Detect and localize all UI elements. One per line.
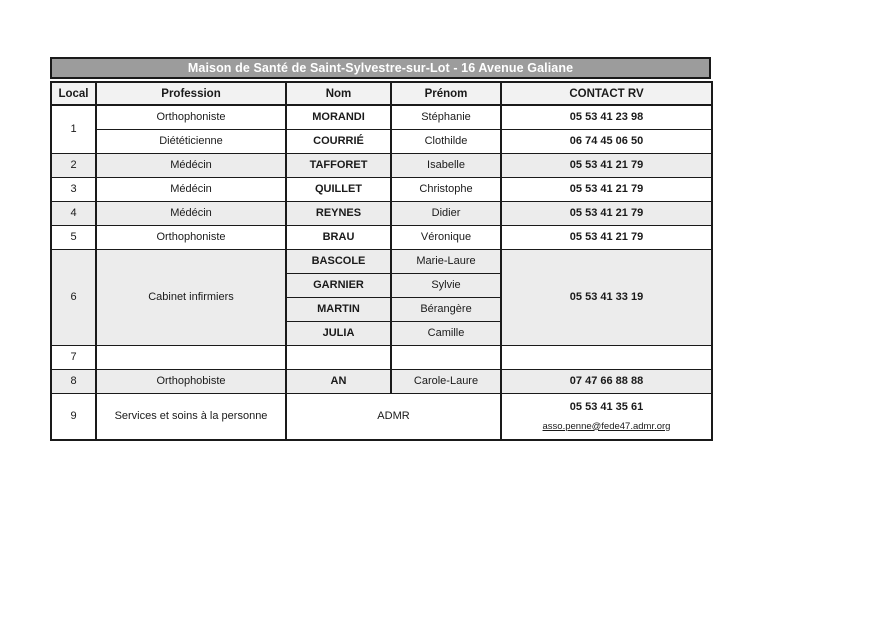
prenom-cell: Sylvie	[391, 273, 501, 297]
contact-cell: 05 53 41 21 79	[501, 177, 712, 201]
contact-cell: 05 53 41 33 19	[501, 249, 712, 345]
prenom-cell: Stéphanie	[391, 105, 501, 129]
local-cell: 3	[51, 177, 96, 201]
nom-cell	[286, 345, 391, 369]
nom-cell: JULIA	[286, 321, 391, 345]
table-row	[51, 105, 712, 129]
contact-cell	[501, 393, 712, 440]
prenom-cell: Marie-Laure	[391, 249, 501, 273]
profession-cell	[96, 345, 286, 369]
contact-cell: 05 53 41 21 79	[501, 201, 712, 225]
prenom-cell: Didier	[391, 201, 501, 225]
nom-cell: REYNES	[286, 201, 391, 225]
header-row	[51, 82, 712, 105]
prenom-cell: Véronique	[391, 225, 501, 249]
nom-cell: BASCOLE	[286, 249, 391, 273]
prenom-cell: Clothilde	[391, 129, 501, 153]
table-row	[51, 393, 712, 440]
profession-cell: Diététicienne	[96, 129, 286, 153]
table-row	[51, 201, 712, 225]
contacts-table	[50, 81, 713, 441]
prenom-cell: Christophe	[391, 177, 501, 201]
column-header-nom: Nom	[286, 82, 391, 105]
prenom-cell: Isabelle	[391, 153, 501, 177]
table-row	[51, 249, 712, 273]
nom-cell: BRAU	[286, 225, 391, 249]
table-row	[51, 225, 712, 249]
nom-merged-cell: ADMR	[286, 393, 501, 440]
profession-cell: Orthophoniste	[96, 105, 286, 129]
profession-cell: Médécin	[96, 201, 286, 225]
contact-cell	[501, 345, 712, 369]
table-row	[51, 177, 712, 201]
nom-cell: GARNIER	[286, 273, 391, 297]
local-cell: 1	[51, 105, 96, 153]
nom-cell: MARTIN	[286, 297, 391, 321]
prenom-cell: Carole-Laure	[391, 369, 501, 393]
local-cell: 4	[51, 201, 96, 225]
nom-cell: QUILLET	[286, 177, 391, 201]
nom-cell: TAFFORET	[286, 153, 391, 177]
column-header-prenom: Prénom	[391, 82, 501, 105]
contact-directory	[50, 57, 711, 441]
local-cell: 8	[51, 369, 96, 393]
contact-cell: 07 47 66 88 88	[501, 369, 712, 393]
contact-email-link[interactable]: asso.penne@fede47.admr.org	[542, 420, 671, 432]
table-row	[51, 345, 712, 369]
contact-cell: 05 53 41 23 98	[501, 105, 712, 129]
contact-phone: 05 53 41 35 61	[569, 400, 644, 413]
local-cell: 9	[51, 393, 96, 440]
local-cell: 2	[51, 153, 96, 177]
column-header-contact: CONTACT RV	[501, 82, 712, 105]
local-cell: 6	[51, 249, 96, 345]
table-row	[51, 129, 712, 153]
table-row	[51, 153, 712, 177]
profession-cell: Orthophobiste	[96, 369, 286, 393]
profession-cell: Orthophoniste	[96, 225, 286, 249]
local-cell: 5	[51, 225, 96, 249]
column-header-profession: Profession	[96, 82, 286, 105]
local-cell: 7	[51, 345, 96, 369]
prenom-cell	[391, 345, 501, 369]
contact-cell: 05 53 41 21 79	[501, 225, 712, 249]
column-header-local: Local	[51, 82, 96, 105]
profession-cell: Médécin	[96, 153, 286, 177]
profession-cell: Cabinet infirmiers	[96, 249, 286, 345]
table-title: Maison de Santé de Saint-Sylvestre-sur-Lot - 16 Avenue Galiane	[50, 57, 711, 79]
nom-cell: AN	[286, 369, 391, 393]
prenom-cell: Bérangère	[391, 297, 501, 321]
prenom-cell: Camille	[391, 321, 501, 345]
profession-cell: Services et soins à la personne	[96, 393, 286, 440]
nom-cell: MORANDI	[286, 105, 391, 129]
contact-cell: 06 74 45 06 50	[501, 129, 712, 153]
nom-cell: COURRIÉ	[286, 129, 391, 153]
table-row	[51, 369, 712, 393]
profession-cell: Médécin	[96, 177, 286, 201]
contact-cell: 05 53 41 21 79	[501, 153, 712, 177]
